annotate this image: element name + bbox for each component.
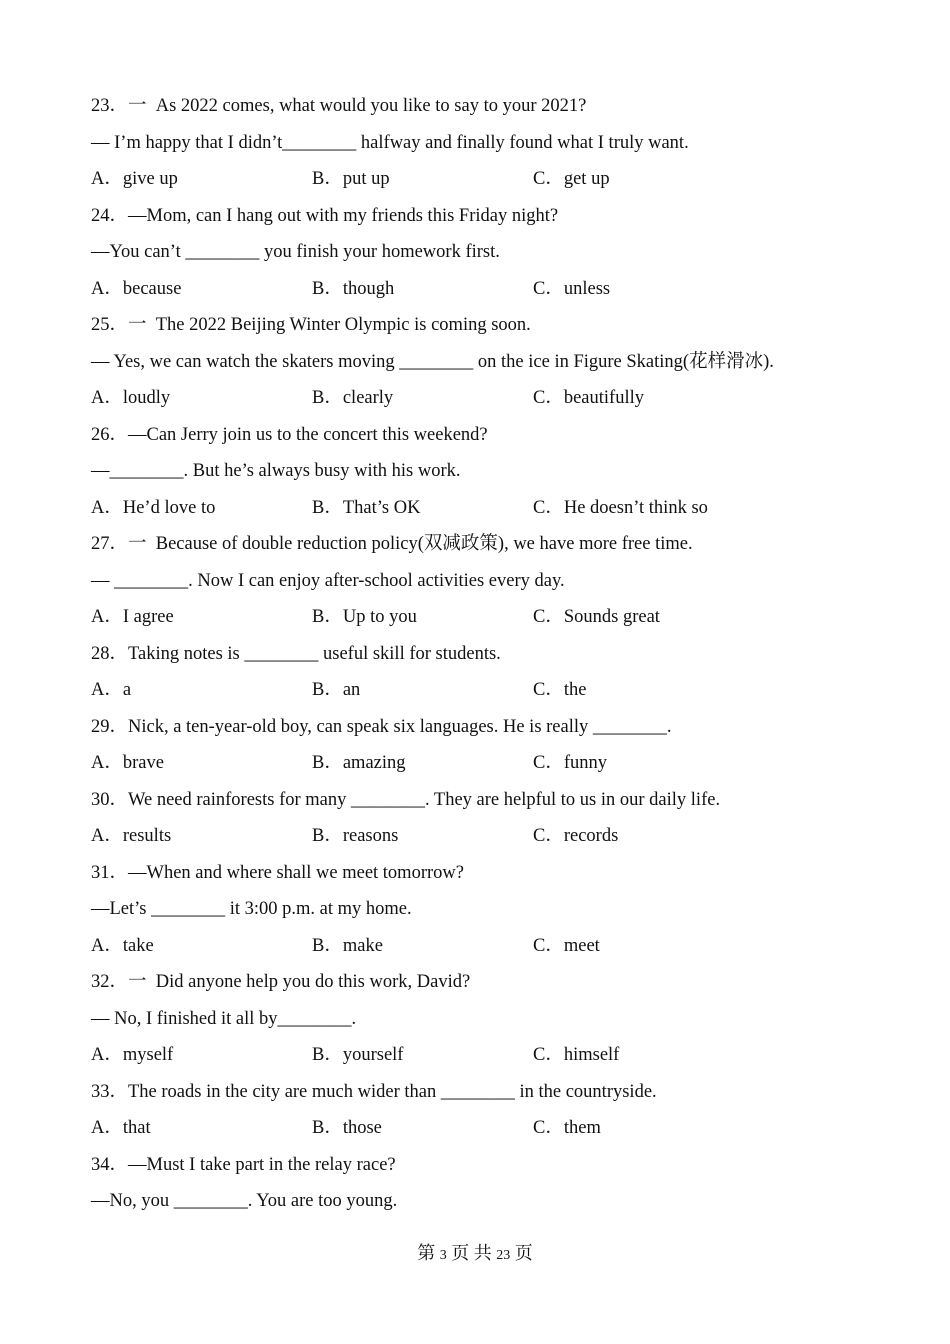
option-a: A．loudly [91,388,171,408]
option-b: B．those [312,1118,382,1138]
question-block [91,640,871,713]
options-row [91,1041,871,1078]
option-c: C．meet [533,935,600,956]
option-a: A．results [91,826,172,846]
question-block [91,92,871,202]
option-b: B．though [312,278,395,299]
question-stem: 23．一 As 2022 comes, what would you like to say to your 2021? [91,96,587,116]
page-footer [0,1240,950,1269]
question-stem: 25．一 The 2022 Beijing Winter Olympic is coming soon. [91,315,531,335]
footer-middle: 页 共 [451,1243,492,1263]
options-row [91,603,871,640]
question-line: —Let’s ________ it 3:00 p.m. at my home. [91,899,412,919]
footer-prefix: 第 [417,1243,436,1263]
option-b: B．put up [312,169,390,189]
question-stem: 33．The roads in the city are much wider than ________ in the countryside. [91,1081,657,1102]
option-b: B．amazing [312,753,406,773]
options-row [91,822,871,859]
question-stem: 27．一 Because of double reduction policy(双减政策), we have more free time. [91,534,693,554]
option-b: B．That’s OK [312,497,421,518]
question-line: —No, you ________. You are too young. [91,1191,398,1211]
option-b: B．yourself [312,1045,404,1065]
current-page-number: 3 [439,1248,447,1263]
option-a: A．give up [91,169,178,189]
option-c: C．the [533,680,587,700]
option-c: C．records [533,826,619,846]
question-stem: 29．Nick, a ten-year-old boy, can speak six languages. He is really ________. [91,716,672,737]
question-line: — No, I finished it all by________. [91,1008,357,1029]
question-line: —You can’t ________ you finish your homework first. [91,242,500,262]
question-block [91,530,871,640]
option-b: B．an [312,680,361,700]
option-c: C．unless [533,278,611,299]
option-c: C．He doesn’t think so [533,497,708,518]
options-row [91,384,871,421]
question-block [91,421,871,531]
options-row [91,749,871,786]
question-list [91,92,871,1224]
question-block [91,1151,871,1224]
option-a: A．myself [91,1045,174,1065]
options-row [91,165,871,202]
footer-suffix: 页 [514,1243,533,1263]
option-a: A．a [91,680,132,700]
question-line: — Yes, we can watch the skaters moving ________ on the ice in Figure Skating(花样滑冰). [91,351,774,372]
question-block [91,202,871,312]
question-block [91,968,871,1078]
question-line: — ________. Now I can enjoy after-school activities every day. [91,570,565,591]
question-stem: 34．—Must I take part in the relay race? [91,1154,396,1175]
question-line: —________. But he’s always busy with his work. [91,461,461,481]
question-block [91,713,871,786]
option-b: B．make [312,935,383,956]
option-a: A．He’d love to [91,497,216,518]
option-b: B．reasons [312,826,399,846]
total-pages-number: 23 [496,1248,511,1263]
option-a: A．take [91,935,154,956]
option-c: C．beautifully [533,388,644,408]
option-a: A．brave [91,753,164,773]
question-stem: 32．一 Did anyone help you do this work, David? [91,972,471,992]
options-row [91,1114,871,1151]
question-stem: 31．—When and where shall we meet tomorrow? [91,862,464,883]
question-block [91,1078,871,1151]
question-stem: 26．—Can Jerry join us to the concert this weekend? [91,424,488,445]
question-block [91,311,871,421]
option-b: B．clearly [312,388,394,408]
option-b: B．Up to you [312,607,417,627]
options-row [91,932,871,969]
question-stem: 28．Taking notes is ________ useful skill for students. [91,643,501,664]
option-a: A．that [91,1118,151,1138]
question-block [91,859,871,969]
option-c: C．Sounds great [533,607,660,627]
options-row [91,275,871,312]
option-a: A．I agree [91,607,174,627]
question-block [91,786,871,859]
option-c: C．them [533,1118,601,1138]
question-stem: 24．—Mom, can I hang out with my friends this Friday night? [91,205,559,226]
options-row [91,494,871,531]
option-c: C．get up [533,169,610,189]
option-c: C．funny [533,753,608,773]
option-c: C．himself [533,1045,620,1065]
options-row [91,676,871,713]
question-line: — I’m happy that I didn’t________ halfway and finally found what I truly want. [91,132,689,153]
option-a: A．because [91,278,182,299]
question-stem: 30．We need rainforests for many ________. They are helpful to us in our daily life. [91,789,721,810]
